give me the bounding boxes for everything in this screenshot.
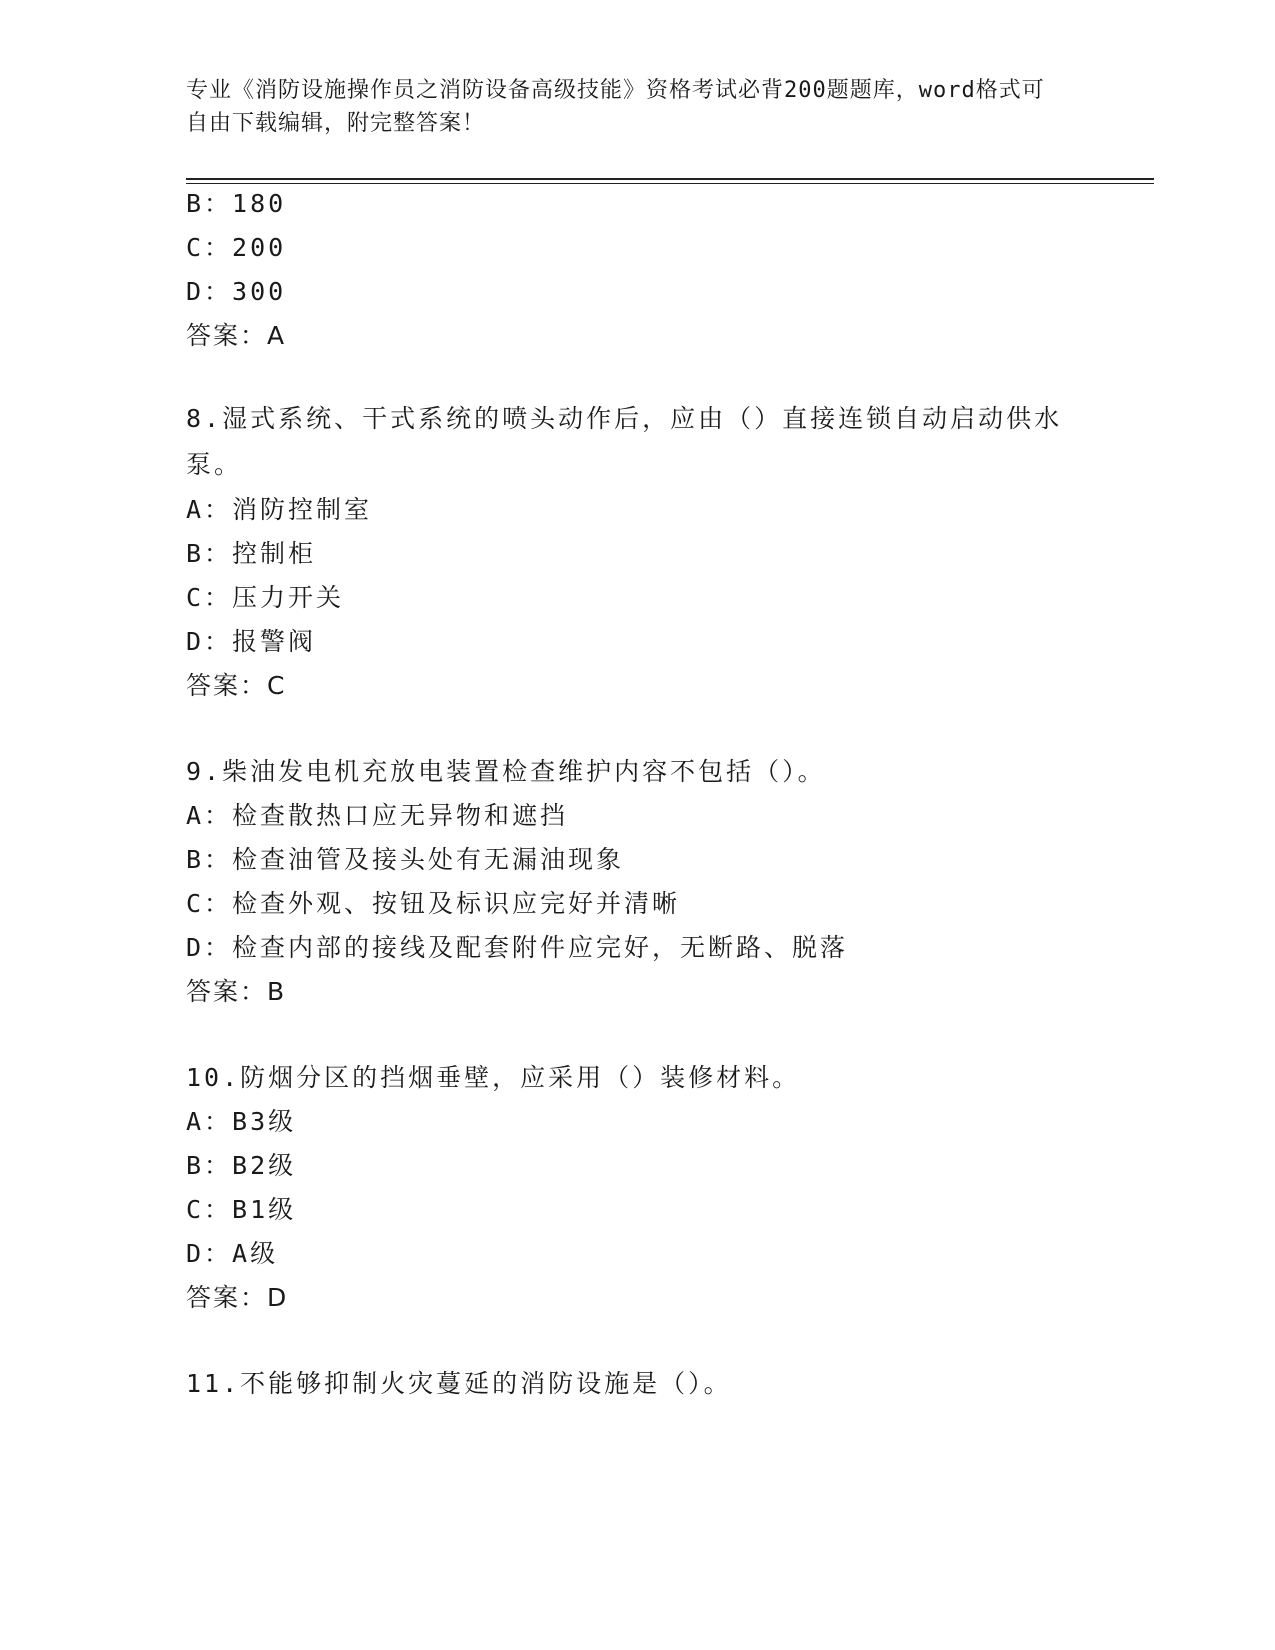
option-b: B：B2级 [186,1151,297,1180]
answer-line: 答案：D [186,1283,289,1312]
question-stem: 11.不能够抑制火灾蔓延的消防设施是（）。 [186,1369,732,1398]
option-b: B：检查油管及接头处有无漏油现象 [186,845,625,874]
answer-line: 答案：B [186,977,287,1006]
header-divider [186,178,1154,184]
answer-line: 答案：A [186,321,287,350]
option-c: C：检查外观、按钮及标识应完好并清晰 [186,889,681,918]
option-b: B：控制柜 [186,539,317,568]
option-b: B：180 [186,189,287,218]
option-a: A：B3级 [186,1107,297,1136]
option-a: A：检查散热口应无异物和遮挡 [186,801,569,830]
option-d: D：报警阀 [186,627,317,656]
option-c: C：200 [186,233,287,262]
answer-line: 答案：C [186,671,287,700]
question-stem: 8.湿式系统、干式系统的喷头动作后，应由（）直接连锁自动启动供水泵。 [186,404,1063,479]
question-stem: 10.防烟分区的挡烟垂壁，应采用（）装修材料。 [186,1063,801,1092]
option-a: A：消防控制室 [186,495,373,524]
option-c: C：B1级 [186,1195,297,1224]
option-d: D：A级 [186,1239,279,1268]
document-header: 专业《消防设施操作员之消防设备高级技能》资格考试必背200题题库，word格式可自由下载编辑，附完整答案！ [186,78,1045,136]
option-c: C：压力开关 [186,583,345,612]
option-d: D：300 [186,277,287,306]
option-d: D：检查内部的接线及配套附件应完好，无断路、脱落 [186,933,849,962]
question-stem: 9.柴油发电机充放电装置检查维护内容不包括（）。 [186,757,826,786]
